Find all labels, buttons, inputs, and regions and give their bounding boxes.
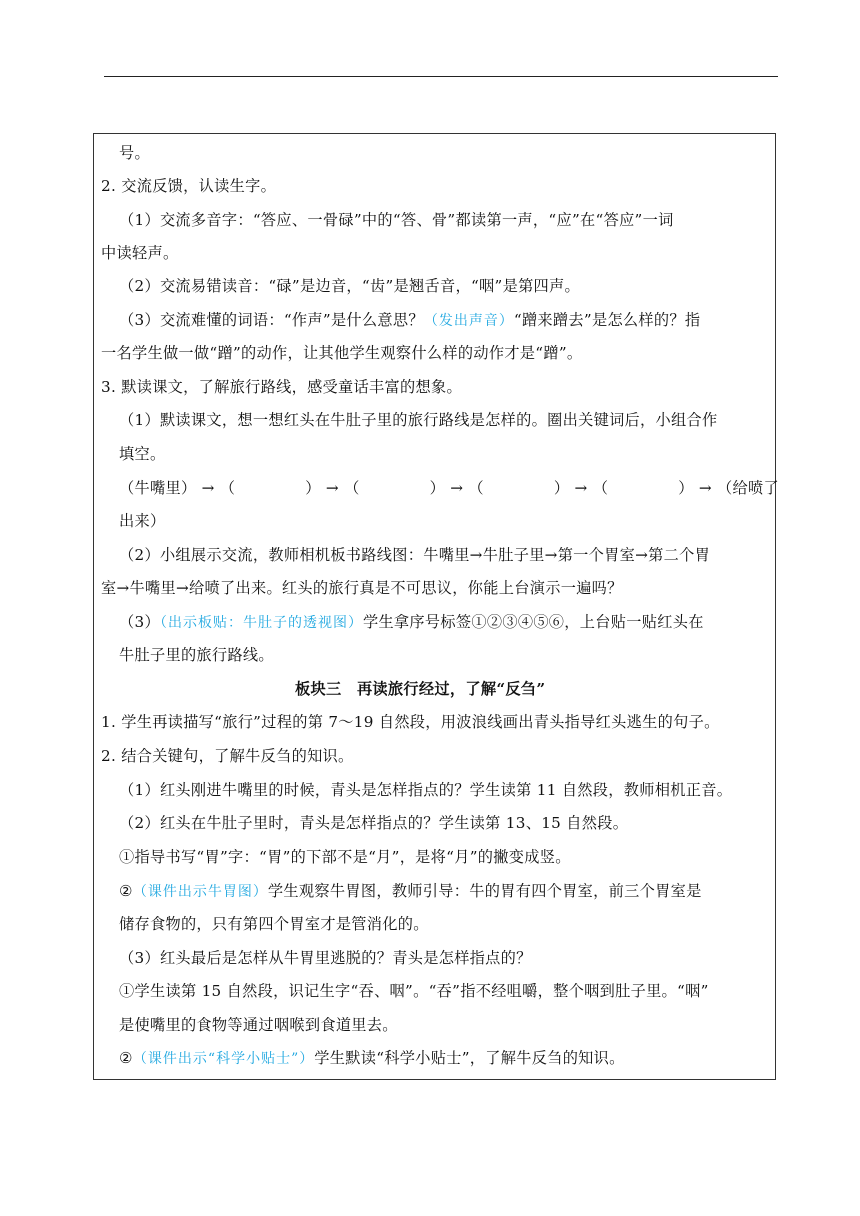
route-end: （给喷了	[717, 479, 779, 497]
blank-close: ）	[553, 479, 570, 497]
arrow-icon: →	[574, 479, 588, 497]
paragraph-line: （3）红头最后是怎样从牛胃里逃脱的？青头是怎样指点的？	[119, 949, 532, 967]
blank-close: ）	[305, 479, 321, 497]
text-segment: ②	[119, 1049, 133, 1067]
arrow-icon: →	[450, 479, 464, 497]
paragraph-line: 填空。	[119, 445, 166, 463]
teaching-hint: （课件出示牛胃图）	[132, 884, 268, 900]
paragraph-line: ①指导书写“胃”字：“胃”的下部不是“月”，是将“月”的撇变成竖。	[119, 848, 571, 866]
blank-close: ）	[678, 479, 694, 497]
paragraph-line: 牛肚子里的旅行路线。	[119, 646, 274, 664]
paragraph-line: 是使嘴里的食物等通过咽喉到食道里去。	[119, 1016, 398, 1034]
paragraph-line: 中读轻声。	[101, 244, 179, 262]
paragraph-line: （2）小组展示交流，教师相机板书路线图：牛嘴里→牛肚子里→第一个胃室→第二个胃	[119, 546, 711, 564]
teaching-hint: （课件出示“科学小贴士”）	[132, 1051, 315, 1067]
arrow-icon: →	[698, 479, 712, 497]
step-2-heading: 2. 交流反馈，认读生字。	[101, 177, 277, 195]
route-end-line: 出来）	[119, 512, 166, 530]
text-segment: 学生观察牛胃图，教师引导：牛的胃有四个胃室，前三个胃室是	[267, 882, 702, 900]
paragraph-line: 储存食物的，只有第四个胃室才是管消化的。	[119, 915, 429, 933]
step-1-heading: 1. 学生再读描写“旅行”过程的第 7～19 自然段，用波浪线画出青头指导红头逃生的句子。	[101, 713, 720, 731]
blank-open: （	[592, 479, 609, 497]
step-2-heading: 2. 结合关键句，了解牛反刍的知识。	[101, 747, 354, 765]
arrow-icon: →	[201, 479, 215, 497]
text-segment: 学生拿序号标签①②③④⑤⑥，上台贴一贴红头在	[362, 613, 704, 631]
header-rule	[104, 76, 778, 77]
blank-close: ）	[429, 479, 446, 497]
text-segment: 学生默读“科学小贴士”，了解牛反刍的知识。	[314, 1049, 625, 1067]
paragraph-line: 号。	[119, 144, 150, 162]
teaching-hint: （发出声音）	[423, 313, 514, 329]
paragraph-line: 室→牛嘴里→给喷了出来。红头的旅行真是不可思议，你能上台演示一遍吗？	[101, 579, 623, 597]
paragraph-line: （1）默读课文，想一想红头在牛肚子里的旅行路线是怎样的。圈出关键词后，小组合作	[119, 411, 718, 429]
text-segment: ②	[119, 882, 133, 900]
paragraph-line: （1）交流多音字：“答应、一骨碌”中的“答、骨”都读第一声，“应”在“答应”一词	[119, 211, 674, 229]
arrow-icon: →	[325, 479, 339, 497]
paragraph-line	[119, 881, 702, 902]
paragraph-line: ①学生读第 15 自然段，识记生字“吞、咽”。“吞”指不经咀嚼，整个咽到肚子里。“咽”	[119, 982, 709, 1000]
paragraph-line	[119, 310, 700, 331]
step-3-heading: 3. 默读课文，了解旅行路线，感受童话丰富的想象。	[101, 378, 462, 396]
blank-open: （	[468, 479, 484, 497]
blank-open: （	[219, 479, 236, 497]
text-segment: “蹭来蹭去”是怎么样的？指	[513, 311, 701, 329]
paragraph-line: 一名学生做一做“蹭”的动作，让其他学生观察什么样的动作才是“蹭”。	[101, 344, 583, 362]
paragraph-line: （2）红头在牛肚子里时，青头是怎样指点的？学生读第 13、15 自然段。	[119, 814, 629, 832]
blank-open: （	[344, 479, 360, 497]
paragraph-line: （1）红头刚进牛嘴里的时候，青头是怎样指点的？学生读第 11 自然段，教师相机正音。	[119, 781, 733, 799]
teaching-hint: （出示板贴：牛肚子的透视图）	[159, 615, 363, 631]
section-heading: 板块三 再读旅行经过，了解“反刍”	[295, 680, 546, 698]
text-segment: （3）	[119, 613, 160, 631]
paragraph-line	[119, 612, 704, 633]
text-segment: （3）交流难懂的词语：“作声”是什么意思？	[119, 311, 424, 329]
paragraph-line	[119, 1048, 625, 1069]
route-start: （牛嘴里）	[119, 479, 197, 497]
route-fill-blank	[119, 478, 779, 498]
paragraph-line: （2）交流易错读音：“碌”是边音，“齿”是翘舌音，“咽”是第四声。	[119, 277, 581, 295]
